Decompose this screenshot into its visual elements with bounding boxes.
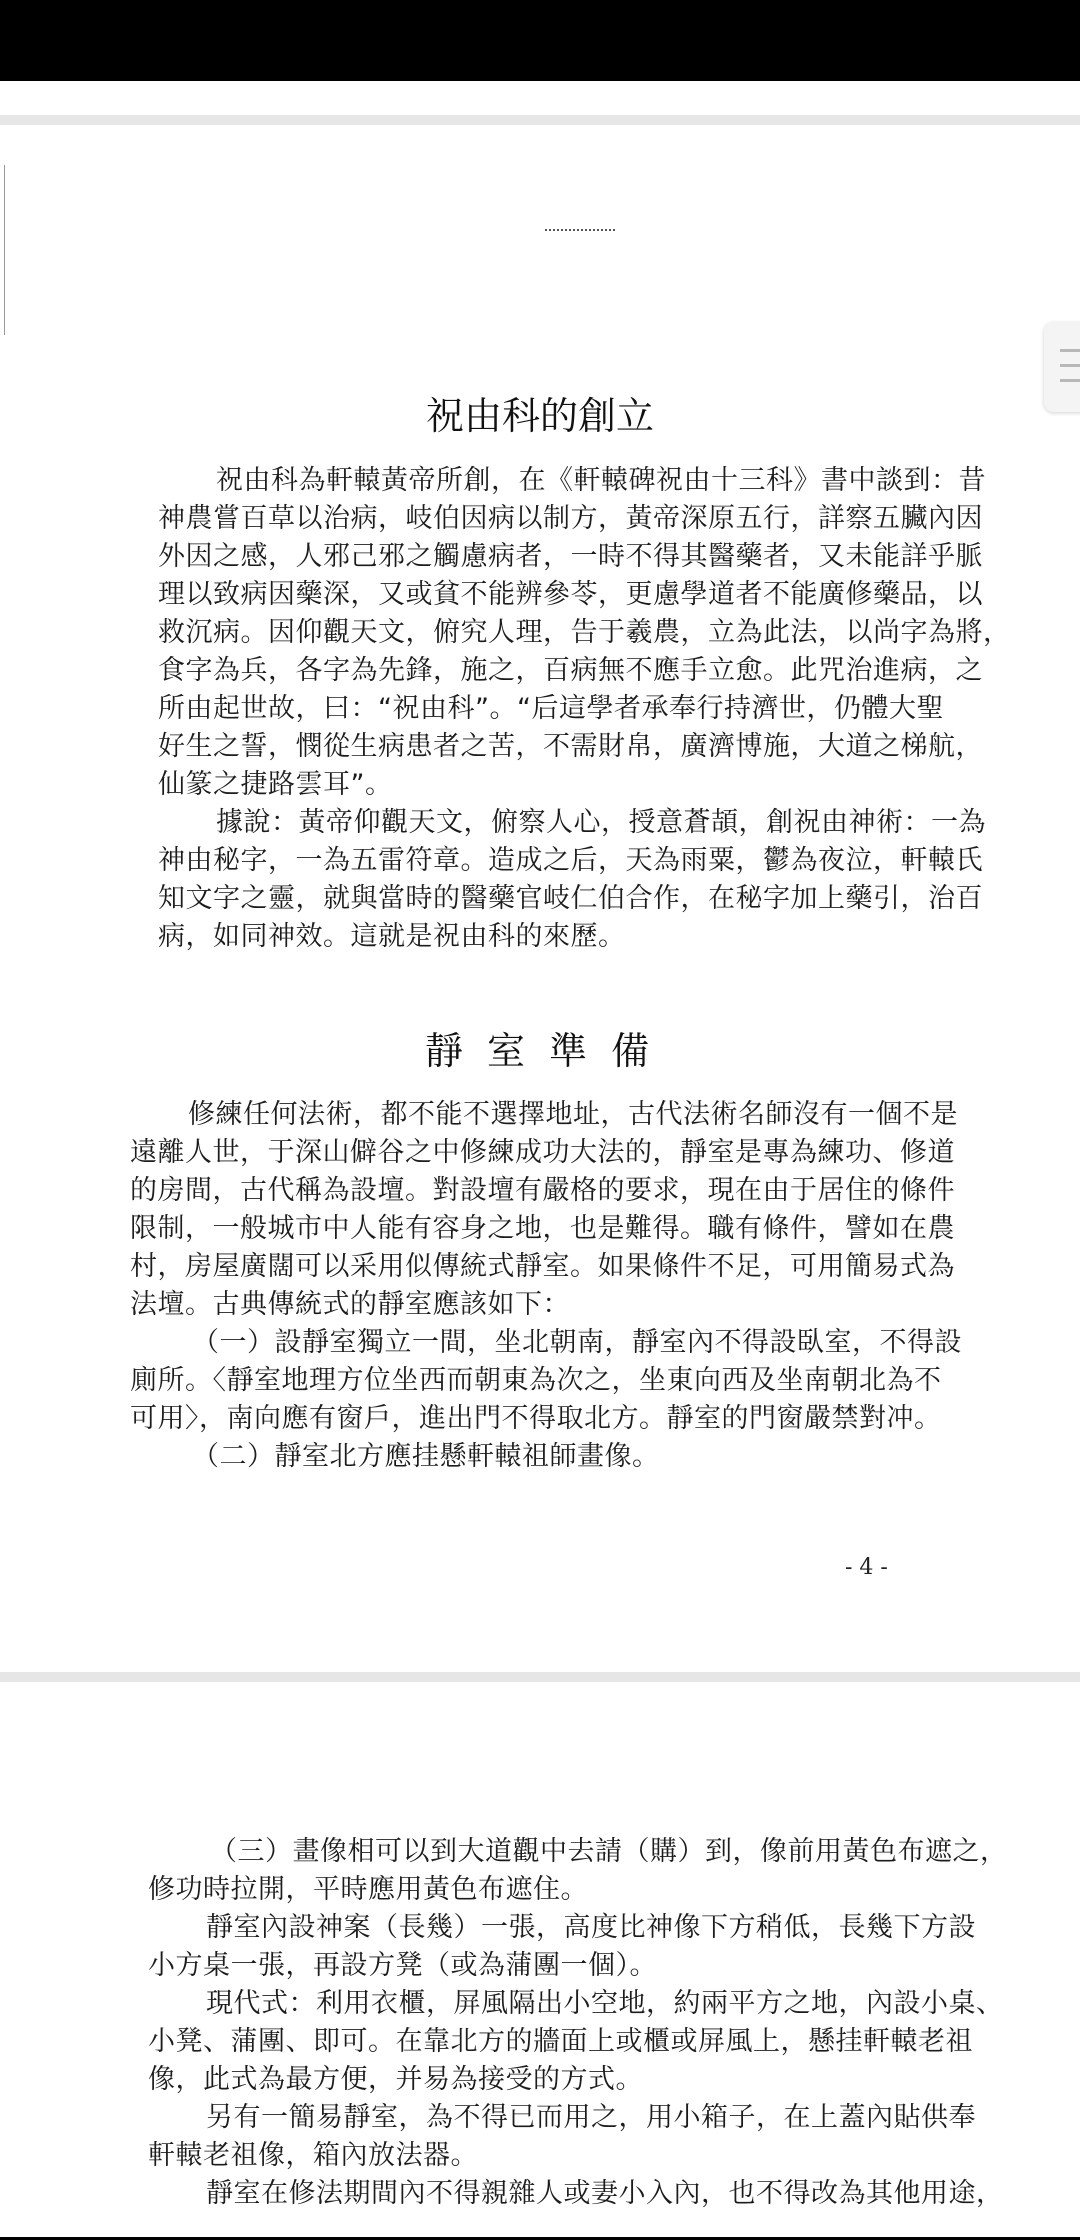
text-line: （一）設靜室獨立一間，坐北朝南，靜室內不得設臥室，不得設 [192,1327,962,1358]
page-gap [0,1672,1080,1682]
text-line: 知文字之靈，就與當時的醫藥官岐仁伯合作，在秘字加上藥引，治百 [158,883,983,914]
text-line: 病，如同神效。這就是祝由科的來歷。 [158,921,626,952]
text-line: 可用〉，南向應有窗戶，進出門不得取北方。靜室的門窗嚴禁對冲。 [130,1403,942,1434]
menu-lines-icon [1060,364,1080,367]
text-line: 像，此式為最方便，并易為接受的方式。 [148,2064,643,2095]
text-line: 所由起世故，曰：“祝由科”。“后這學者承奉行持濟世，仍體大聖 [158,693,944,724]
text-line: 軒轅老祖像，箱內放法器。 [148,2140,478,2171]
menu-lines-icon [1060,379,1080,382]
text-line: 修功時拉開，平時應用黃色布遮住。 [148,1874,588,1905]
section-body [158,462,1011,956]
text-line: 小方桌一張，再設方凳（或為蒲團一個）。 [148,1950,657,1981]
text-line: 另有一簡易靜室，為不得已而用之，用小箱子，在上蓋內貼供奉 [206,2102,976,2133]
text-line: 修練任何法術，都不能不選擇地址，古代法術名師沒有一個不是 [188,1099,958,1130]
text-line: 遠離人世，于深山僻谷之中修練成功大法的，靜室是專為練功、修道 [130,1137,955,1168]
text-line: 救沉病。因仰觀天文，俯究人理，告于羲農，立為此法，以尚字為將， [158,617,1011,648]
text-line: （三）畫像相可以到大道觀中去請（購）到，像前用黃色布遮之， [210,1836,1008,1867]
text-line: 小凳、蒲團、即可。在靠北方的牆面上或櫃或屏風上，懸挂軒轅老祖 [148,2026,973,2057]
text-line: （二）靜室北方應挂懸軒轅祖師畫像。 [192,1441,660,1472]
text-line: 神由秘字，一為五雷符章。造成之后，天為雨粟，鬱為夜泣，軒轅氏 [158,845,983,876]
section-title: 祝由科的創立 [425,394,654,438]
header-mark [545,229,615,233]
scan-edge-mark [4,165,5,335]
section-title: 靜 室 準 備 [424,1029,656,1073]
text-line: 祝由科為軒轅黃帝所創，在《軒轅碑祝由十三科》書中談到：昔 [216,465,986,496]
text-line: 外因之感，人邪己邪之觸慮病者，一時不得其醫藥者，又未能詳乎脈 [158,541,983,572]
text-line: 法壇。古典傳統式的靜室應該如下： [130,1289,570,1320]
text-line: 的房間，古代稱為設壇。對設壇有嚴格的要求，現在由于居住的條件 [130,1175,955,1206]
text-line: 現代式：利用衣櫃，屏風隔出小空地，約兩平方之地，內設小桌、 [206,1988,1004,2019]
menu-lines-icon [1060,349,1080,352]
text-line: 據說：黃帝仰觀天文，俯察人心，授意蒼頡，創祝由神術：一為 [216,807,986,838]
text-line: 好生之誓，憫從生病患者之苦，不需財帛，廣濟博施，大道之梯航， [158,731,983,762]
text-line: 神農嘗百草以治病，岐伯因病以制方，黃帝深原五行，詳察五臟內因 [158,503,983,534]
text-line: 食字為兵，各字為先鋒，施之，百病無不應手立愈。此咒治進病，之 [158,655,983,686]
page-body [148,1833,1008,2213]
status-bar [0,0,1080,81]
text-line: 廁所。〈靜室地理方位坐西而朝東為次之，坐東向西及坐南朝北為不 [130,1365,942,1396]
text-line: 村，房屋廣闊可以采用似傳統式靜室。如果條件不足，可用簡易式為 [130,1251,955,1282]
page-number: - 4 - [845,1555,888,1580]
text-line: 限制，一般城市中人能有容身之地，也是難得。職有條件，譬如在農 [130,1213,955,1244]
section-body [130,1096,962,1476]
text-line: 理以致病因藥深，又或貧不能辨參苓，更慮學道者不能廣修藥品，以 [158,579,983,610]
text-line: 仙篆之捷路雲耳”。 [158,769,393,800]
page-gap-top [0,115,1080,125]
text-line: 靜室在修法期間內不得親雜人或妻小入內，也不得改為其他用途， [206,2178,1004,2209]
text-line: 靜室內設神案（長幾）一張，高度比神像下方稍低，長幾下方設 [206,1912,976,1943]
